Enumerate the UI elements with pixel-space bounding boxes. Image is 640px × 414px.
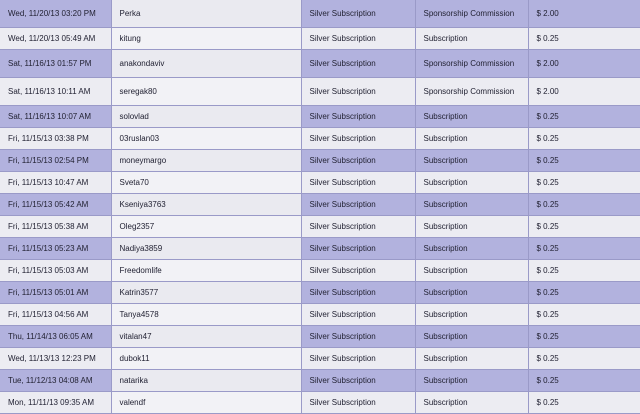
product-cell: Silver Subscription [301,150,415,172]
date-cell: Fri, 11/15/13 05:23 AM [0,238,111,260]
date-cell: Fri, 11/15/13 05:42 AM [0,194,111,216]
table-row [0,392,640,414]
product-cell: Silver Subscription [301,348,415,370]
amount-cell: $ 0.25 [528,106,640,128]
amount-cell: $ 0.25 [528,392,640,414]
date-cell: Fri, 11/15/13 05:38 AM [0,216,111,238]
type-cell: Subscription [415,194,528,216]
type-cell: Subscription [415,216,528,238]
amount-cell: $ 0.25 [528,348,640,370]
username-cell: Tanya4578 [111,304,301,326]
type-cell: Subscription [415,260,528,282]
product-cell: Silver Subscription [301,78,415,106]
date-cell: Sat, 11/16/13 10:07 AM [0,106,111,128]
type-cell: Sponsorship Commission [415,0,528,28]
username-cell: moneymargo [111,150,301,172]
table-row [0,194,640,216]
username-cell: Katrin3577 [111,282,301,304]
amount-cell: $ 2.00 [528,78,640,106]
username-cell: solovlad [111,106,301,128]
table-row [0,238,640,260]
date-cell: Fri, 11/15/13 04:56 AM [0,304,111,326]
username-cell: seregak80 [111,78,301,106]
table-row [0,216,640,238]
amount-cell: $ 0.25 [528,370,640,392]
date-cell: Mon, 11/11/13 09:35 AM [0,392,111,414]
type-cell: Subscription [415,172,528,194]
product-cell: Silver Subscription [301,304,415,326]
product-cell: Silver Subscription [301,106,415,128]
table-row [0,260,640,282]
table-row [0,106,640,128]
amount-cell: $ 0.25 [528,150,640,172]
product-cell: Silver Subscription [301,370,415,392]
username-cell: 03ruslan03 [111,128,301,150]
amount-cell: $ 0.25 [528,128,640,150]
username-cell: Perka [111,0,301,28]
type-cell: Subscription [415,150,528,172]
product-cell: Silver Subscription [301,216,415,238]
type-cell: Subscription [415,128,528,150]
type-cell: Sponsorship Commission [415,50,528,78]
product-cell: Silver Subscription [301,238,415,260]
date-cell: Fri, 11/15/13 10:47 AM [0,172,111,194]
date-cell: Wed, 11/20/13 05:49 AM [0,28,111,50]
amount-cell: $ 2.00 [528,0,640,28]
table-row [0,370,640,392]
table-row [0,50,640,78]
amount-cell: $ 0.25 [528,172,640,194]
table-row [0,326,640,348]
amount-cell: $ 0.25 [528,326,640,348]
amount-cell: $ 0.25 [528,194,640,216]
product-cell: Silver Subscription [301,50,415,78]
table-row [0,282,640,304]
date-cell: Fri, 11/15/13 05:01 AM [0,282,111,304]
type-cell: Subscription [415,348,528,370]
date-cell: Sat, 11/16/13 01:57 PM [0,50,111,78]
date-cell: Sat, 11/16/13 10:11 AM [0,78,111,106]
amount-cell: $ 2.00 [528,50,640,78]
table-row [0,172,640,194]
type-cell: Subscription [415,28,528,50]
product-cell: Silver Subscription [301,194,415,216]
amount-cell: $ 0.25 [528,28,640,50]
type-cell: Subscription [415,326,528,348]
table-row [0,128,640,150]
username-cell: Sveta70 [111,172,301,194]
date-cell: Thu, 11/14/13 06:05 AM [0,326,111,348]
username-cell: Freedomlife [111,260,301,282]
product-cell: Silver Subscription [301,282,415,304]
username-cell: vitalan47 [111,326,301,348]
amount-cell: $ 0.25 [528,216,640,238]
product-cell: Silver Subscription [301,128,415,150]
table-row [0,28,640,50]
type-cell: Subscription [415,392,528,414]
date-cell: Fri, 11/15/13 02:54 PM [0,150,111,172]
date-cell: Wed, 11/13/13 12:23 PM [0,348,111,370]
product-cell: Silver Subscription [301,326,415,348]
date-cell: Fri, 11/15/13 05:03 AM [0,260,111,282]
username-cell: dubok11 [111,348,301,370]
type-cell: Sponsorship Commission [415,78,528,106]
username-cell: Oleg2357 [111,216,301,238]
table-row [0,304,640,326]
product-cell: Silver Subscription [301,28,415,50]
date-cell: Tue, 11/12/13 04:08 AM [0,370,111,392]
username-cell: kitung [111,28,301,50]
amount-cell: $ 0.25 [528,238,640,260]
username-cell: valendf [111,392,301,414]
product-cell: Silver Subscription [301,0,415,28]
username-cell: natarika [111,370,301,392]
username-cell: Nadiya3859 [111,238,301,260]
amount-cell: $ 0.25 [528,260,640,282]
product-cell: Silver Subscription [301,260,415,282]
username-cell: Kseniya3763 [111,194,301,216]
type-cell: Subscription [415,370,528,392]
table-row [0,348,640,370]
table-row [0,150,640,172]
type-cell: Subscription [415,238,528,260]
product-cell: Silver Subscription [301,172,415,194]
product-cell: Silver Subscription [301,392,415,414]
type-cell: Subscription [415,282,528,304]
username-cell: anakondaviv [111,50,301,78]
table-row [0,0,640,28]
date-cell: Fri, 11/15/13 03:38 PM [0,128,111,150]
type-cell: Subscription [415,106,528,128]
amount-cell: $ 0.25 [528,304,640,326]
table-row [0,78,640,106]
amount-cell: $ 0.25 [528,282,640,304]
date-cell: Wed, 11/20/13 03:20 PM [0,0,111,28]
type-cell: Subscription [415,304,528,326]
